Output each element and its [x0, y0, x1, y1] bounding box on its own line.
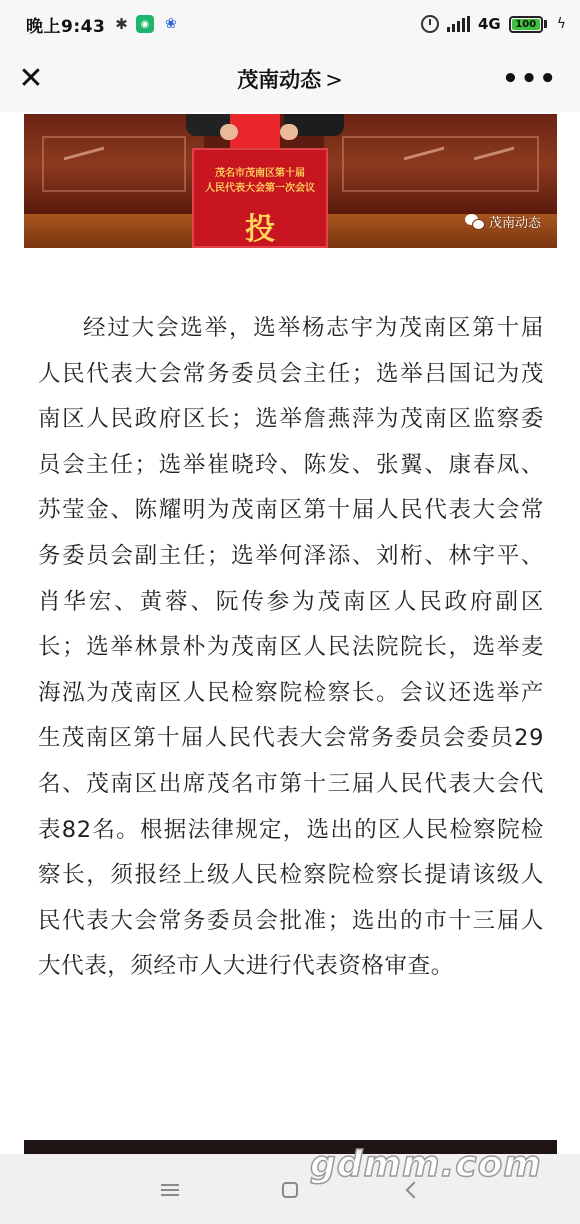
alarm-icon	[421, 15, 439, 33]
nav-bar	[0, 48, 580, 112]
battery-level: 100	[512, 19, 540, 30]
photo-watermark	[465, 212, 541, 231]
more-icon: •••	[502, 64, 558, 94]
article-paragraph: 经过大会选举，选举杨志宇为茂南区第十届人民代表大会常务委员会主任；选举吕国记为茂南区人民政府区长；选举詹燕萍为茂南区监察委员会主任；选举崔晓玲、陈发、张翼、康春凤、苏莹金、陈耀明为茂南区第十届人民代表大会常务委员会副主任；选举何泽添、刘桁、林宇平、肖华宏、黄蓉、阮传参为茂南区人民政府副区长；选举林景朴为茂南区人民法院院长，选举麦海泓为茂南区人民检察院检察长。会议还选举产生茂南区第十届人民代表大会常务委员会委员29名、茂南区出席茂名市第十三届人民代表大会代表82名。根据法律规定，选出的区人民检察院检察长，须报经上级人民检察院检察长提请该级人民代表大会常务委员会批准；选出的市十三届人大代表，须经市人大进行代表资格审查。	[38, 315, 544, 980]
status-bar	[0, 0, 580, 48]
photo-watermark-text: 茂南动态	[488, 216, 541, 231]
bluetooth-icon: ✱	[115, 15, 128, 33]
close-icon: ✕	[18, 61, 44, 96]
voter-hand	[220, 124, 238, 140]
menu-button[interactable]	[152, 1172, 188, 1208]
more-button[interactable]	[502, 62, 558, 96]
ballot-box-vote-char: 投	[245, 212, 275, 247]
paw-icon: ❀	[165, 16, 177, 32]
app-notification-icon: ◉	[136, 15, 154, 33]
menu-icon	[161, 1181, 179, 1199]
wood-panel	[24, 114, 204, 214]
site-watermark: gdmm.com	[310, 1144, 542, 1185]
network-label: 4G	[478, 15, 501, 33]
close-button[interactable]	[14, 62, 48, 96]
chevron-right-icon: >	[325, 68, 343, 92]
ballot-box-text: 人民代表大会第一次会议	[205, 183, 315, 194]
battery-icon	[509, 16, 547, 33]
charging-icon: ϟ	[556, 16, 566, 32]
header-photo[interactable]	[24, 114, 557, 248]
home-icon	[282, 1182, 298, 1198]
status-right-icons	[421, 15, 566, 33]
home-button[interactable]	[272, 1172, 308, 1208]
account-title-link[interactable]	[0, 48, 580, 112]
ballot-box-text: 茂名市茂南区第十届	[215, 168, 305, 179]
status-left-icons	[115, 15, 180, 33]
wechat-icon	[465, 214, 485, 230]
status-time: 晚上9:43	[26, 16, 106, 37]
voter-hand	[280, 124, 298, 140]
signal-icon	[447, 16, 470, 32]
page-title: 茂南动态	[237, 68, 322, 92]
ballot-box	[192, 148, 328, 248]
